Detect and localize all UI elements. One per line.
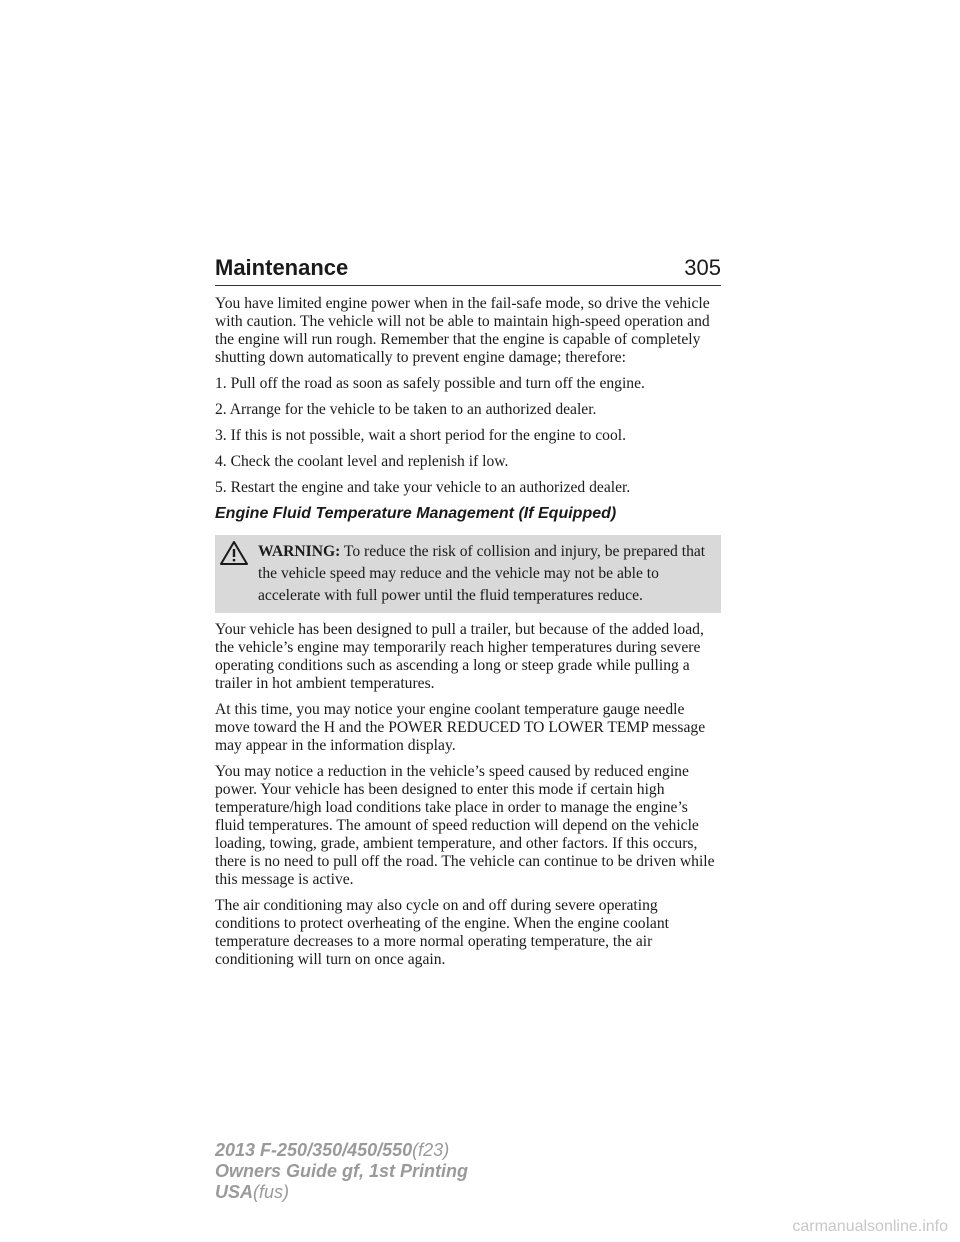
- body-paragraph: At this time, you may notice your engine coolant temperature gauge needle move toward the H and the POWER REDUCED TO LOWER TEMP message may appear in the information display.: [215, 701, 706, 754]
- section-title: Maintenance: [215, 255, 349, 280]
- step-item: 1. Pull off the road as soon as safely possible and turn off the engine.: [215, 375, 645, 392]
- warning-label: WARNING:: [258, 543, 341, 560]
- page-header: [215, 255, 721, 286]
- warning-body: To reduce the risk of collision and injury, be prepared that the vehicle speed may reduce and the vehicle may not be able to accelerate with full power until the fluid temperatures reduce.: [258, 543, 706, 604]
- step-item: 2. Arrange for the vehicle to be taken to an authorized dealer.: [215, 401, 597, 418]
- footer-line-3: [215, 1182, 468, 1203]
- footer-model-code: (f23): [412, 1140, 450, 1160]
- footer-line-2: Owners Guide gf, 1st Printing: [215, 1161, 469, 1181]
- print-footer: [215, 1140, 468, 1203]
- footer-line-1: [215, 1140, 468, 1161]
- watermark: carmanualsonline.info: [792, 1218, 948, 1235]
- subheading: Engine Fluid Temperature Management (If Equipped): [215, 505, 617, 522]
- footer-market: USA: [215, 1182, 254, 1202]
- main-content: [215, 295, 721, 977]
- footer-market-code: (fus): [253, 1182, 290, 1202]
- step-item: 3. If this is not possible, wait a short period for the engine to cool.: [215, 427, 626, 444]
- page-number: 305: [684, 255, 721, 280]
- body-paragraph: The air conditioning may also cycle on and off during severe operating conditions to protect overheating of the engine. When the engine coolant temperature decreases to a more normal operating temperature, the air conditioning will turn on once again.: [215, 897, 669, 968]
- step-item: 5. Restart the engine and take your vehicle to an authorized dealer.: [215, 479, 631, 496]
- warning-text: [215, 541, 713, 607]
- warning-triangle-icon: [219, 540, 249, 566]
- step-item: 4. Check the coolant level and replenish if low.: [215, 453, 509, 470]
- body-paragraph: You may notice a reduction in the vehicle’s speed caused by reduced engine power. Your vehicle has been designed to enter this mode if certain high temperature/high load conditions take place in order to manage the engine’s fluid temperatures. The amount of speed reduction will depend on the vehicle loading, towing, grade, ambient temperature, and other factors. If this occurs, there is no need to pull off the road. The vehicle can continue to be driven while this message is active.: [215, 763, 715, 888]
- footer-model: 2013 F-250/350/450/550: [215, 1140, 413, 1160]
- warning-box: [215, 535, 721, 613]
- intro-paragraph: You have limited engine power when in the fail-safe mode, so drive the vehicle with caution. The vehicle will not be able to maintain high-speed operation and the engine will run rough. Remember that the engine is capable of completely shutting down automatically to prevent engine damage; therefore:: [215, 295, 710, 366]
- body-paragraph: Your vehicle has been designed to pull a trailer, but because of the added load, the vehicle’s engine may temporarily reach higher temperatures during severe operating conditions such as ascending a long or steep grade while pulling a trailer in hot ambient temperatures.: [215, 621, 704, 692]
